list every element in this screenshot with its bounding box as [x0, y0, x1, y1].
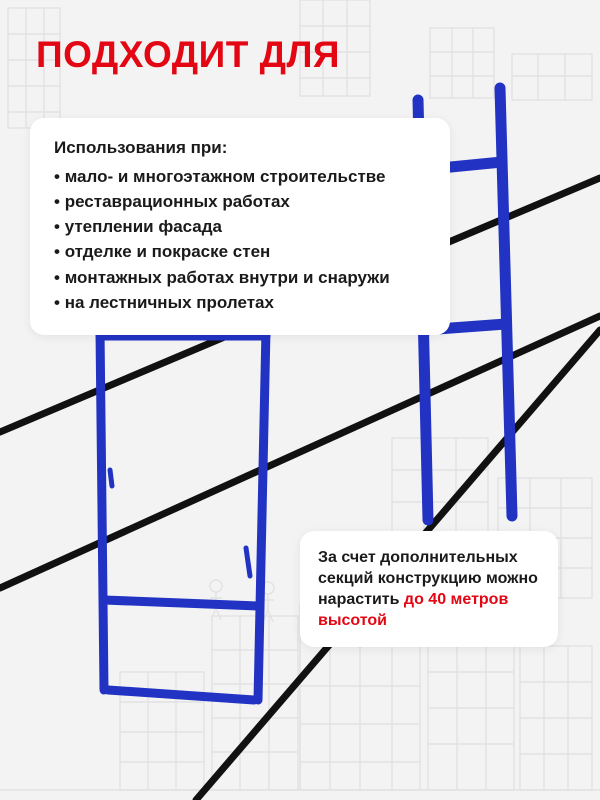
list-item: • мало- и многоэтажном строительстве — [54, 164, 428, 189]
uses-list — [54, 164, 428, 315]
list-item: • утеплении фасада — [54, 214, 428, 239]
height-note-text — [318, 547, 542, 631]
list-item: • реставрационных работах — [54, 189, 428, 214]
list-item: • на лестничных пролетах — [54, 290, 428, 315]
height-note-card — [300, 531, 558, 647]
uses-card — [30, 118, 450, 335]
height-note-text-before: За счет дополнительных секций конструкцию можно нарастить — [318, 549, 538, 609]
height-note-accent: до 40 метров высотой — [318, 591, 509, 630]
page-title: ПОДХОДИТ ДЛЯ — [36, 34, 341, 75]
list-item: • отделке и покраске стен — [54, 239, 428, 264]
uses-card-lead: Использования при: — [54, 138, 228, 157]
list-item: • монтажных работах внутри и снаружи — [54, 265, 428, 290]
